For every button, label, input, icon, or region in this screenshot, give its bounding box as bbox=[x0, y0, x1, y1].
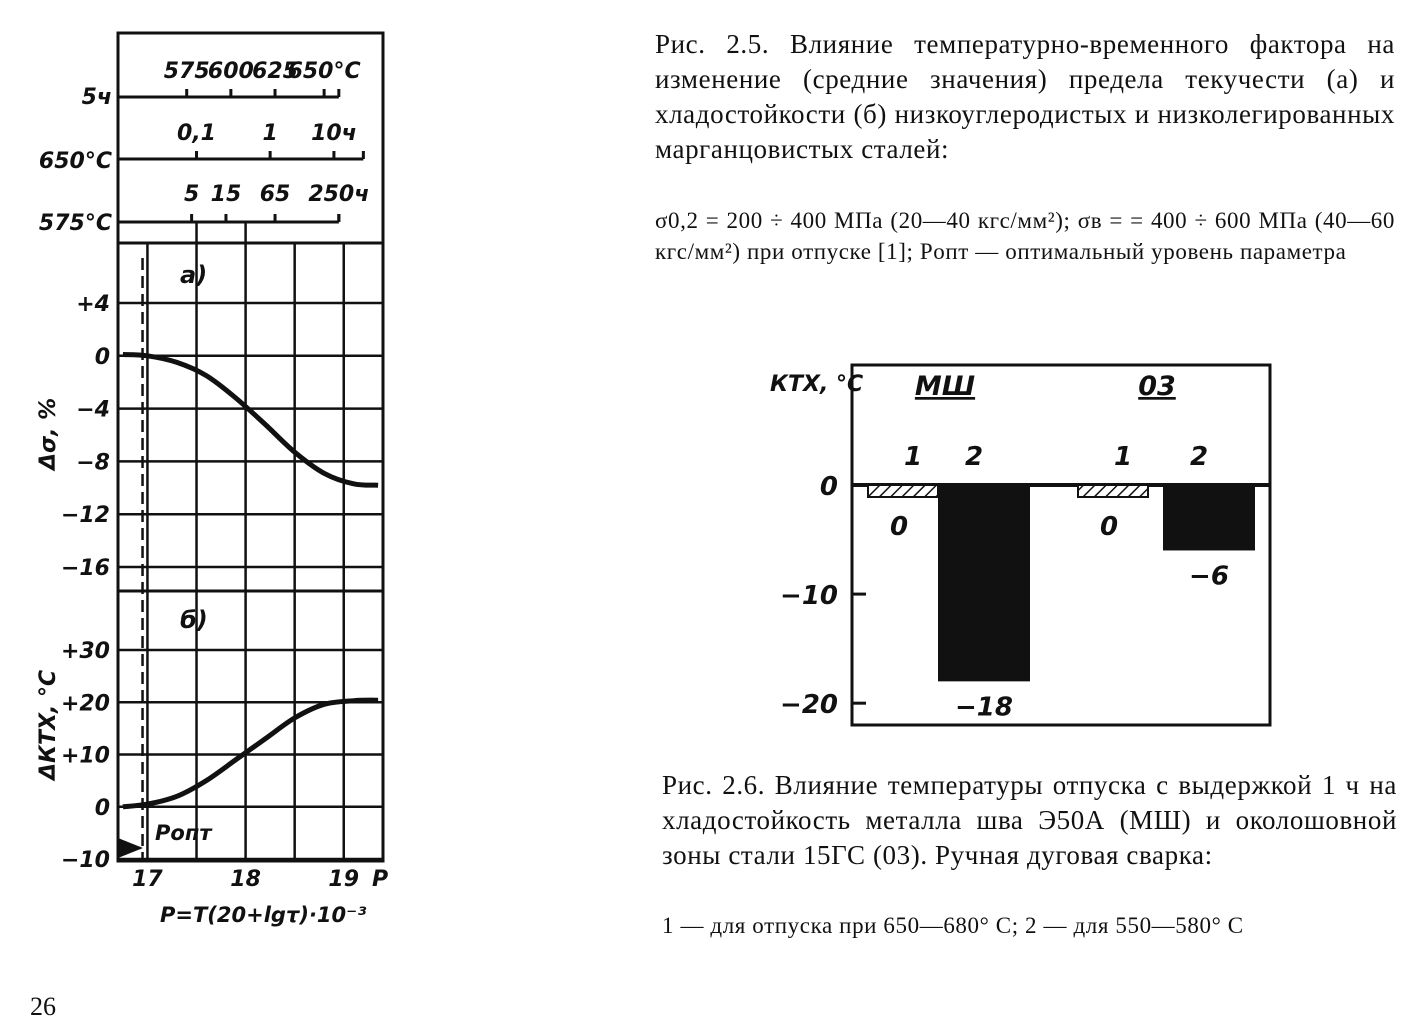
panel-a-ytick-label: −12 bbox=[60, 503, 110, 529]
fig26-bar-category: 2 bbox=[1189, 442, 1209, 472]
fig26-bar-category: 1 bbox=[1113, 442, 1133, 472]
scale_575-tick-label: 5 bbox=[183, 182, 200, 207]
scale_575-tick-label: 250ч bbox=[308, 182, 370, 207]
fig26-bar-category: 2 bbox=[964, 442, 984, 472]
x-tick-label: 18 bbox=[230, 867, 261, 892]
fig26-group-label: МШ bbox=[914, 371, 976, 402]
panel-a-ytick-label: −8 bbox=[76, 450, 110, 476]
figure-2-6-caption-note: 1 — для отпуска при 650—680° С; 2 — для 550—580° С bbox=[662, 913, 1244, 938]
scale_5h-tick-label: 650°С bbox=[287, 59, 361, 84]
figure-2-6-chart bbox=[760, 355, 1400, 735]
fig26-ylabel: КТХ, °С bbox=[770, 372, 864, 397]
figure-2-5-caption: Рис. 2.5. Влияние температурно-временного фактора на изменение (средние значения) предела текучести (а) и хладостойкости (б) низкоуглеродистых и низколегированных марганцовистых сталей: bbox=[655, 29, 1395, 164]
fig26-bar-value-label: 0 bbox=[1099, 512, 1119, 542]
fig26-bar-solid bbox=[1163, 485, 1255, 550]
panel-b-ytick-label: +30 bbox=[60, 639, 110, 664]
scale_650-tick-label: 10ч bbox=[311, 121, 357, 146]
scale_650-row-label: 650°С bbox=[38, 149, 112, 174]
fig26-group-label: 03 bbox=[1138, 371, 1176, 402]
figure-2-5-chart bbox=[0, 0, 600, 1013]
panel-a-label: а) bbox=[180, 261, 208, 289]
fig26-bar-solid bbox=[938, 485, 1030, 681]
panel-b-ylabel: ΔКТХ, °С bbox=[36, 669, 61, 780]
scale_650-tick-label: 0,1 bbox=[177, 121, 217, 146]
panel-a-ytick-label: +4 bbox=[76, 292, 110, 317]
panel-b-label: б) bbox=[180, 606, 208, 634]
panel-b-ytick-label: 0 bbox=[94, 795, 110, 821]
scale_5h-row-label: 5ч bbox=[81, 85, 112, 110]
fig26-bars bbox=[868, 371, 1255, 722]
fig26-bar-value-label: −18 bbox=[955, 692, 1013, 723]
scale_650-tick-label: 1 bbox=[262, 121, 278, 146]
fig26-bar-value-label: 0 bbox=[889, 512, 909, 542]
panel-a-grid bbox=[118, 243, 383, 591]
scale_5h-tick-label: 575 bbox=[163, 59, 210, 84]
fig26-ytick-label: −20 bbox=[780, 690, 838, 721]
panel-a-yticks bbox=[61, 292, 110, 581]
figure-2-5-caption-note: σ0,2 = 200 ÷ 400 МПа (20—40 кгс/мм²); σв = = 400 ÷ 600 МПа (40—60 кгс/мм²) при отпуске [1]; Pопт — оптимальный уровень параметра bbox=[655, 208, 1395, 264]
fig26-bar-hatched bbox=[1078, 485, 1148, 497]
fig26-bar-value-label: −6 bbox=[1189, 561, 1229, 592]
page-number: 26 bbox=[30, 992, 56, 1021]
fig26-bar-category: 1 bbox=[903, 442, 923, 472]
scale_575-tick-label: 65 bbox=[259, 182, 291, 207]
fig26-ytick-label: −10 bbox=[780, 581, 838, 612]
scale_575-tick-label: 15 bbox=[210, 182, 242, 207]
scale_5h-tick-label: 625 bbox=[252, 59, 299, 84]
scale_575-row-label: 575°С bbox=[38, 211, 112, 236]
panel-b-yticks bbox=[61, 639, 110, 873]
figure-2-6-caption: Рис. 2.6. Влияние температуры отпуска с выдержкой 1 ч на хладостойкость металла шва Э50А (МШ) и околошовной зоны стали 15ГС (03). Ручная дуговая сварка: bbox=[662, 770, 1397, 870]
p-opt-label: Pопт bbox=[155, 821, 212, 845]
panel-b-ytick-label: +20 bbox=[60, 691, 110, 717]
panel-a-curve bbox=[123, 355, 378, 486]
top-scales bbox=[39, 59, 369, 243]
panel-a-ytick-label: 0 bbox=[94, 344, 110, 370]
x-tick-label: 17 bbox=[132, 867, 163, 892]
x-axis-ticks bbox=[132, 867, 359, 892]
panel-b-ytick-label: +10 bbox=[60, 743, 110, 769]
panel-a-ylabel: Δσ, % bbox=[36, 397, 61, 470]
panel-a-ytick-label: −4 bbox=[76, 397, 110, 423]
x-tick-label: 19 bbox=[328, 867, 360, 892]
fig26-ytick-label: 0 bbox=[819, 472, 838, 502]
scale_5h-tick-label: 600 bbox=[207, 59, 254, 84]
panel-b-ytick-label: −10 bbox=[60, 848, 110, 873]
panel-a-ytick-label: −16 bbox=[60, 556, 110, 581]
fig26-bar-hatched bbox=[868, 485, 938, 497]
x-axis-end-label: P bbox=[372, 867, 389, 892]
x-axis-formula: P=T(20+lgτ)·10⁻³ bbox=[160, 903, 367, 927]
